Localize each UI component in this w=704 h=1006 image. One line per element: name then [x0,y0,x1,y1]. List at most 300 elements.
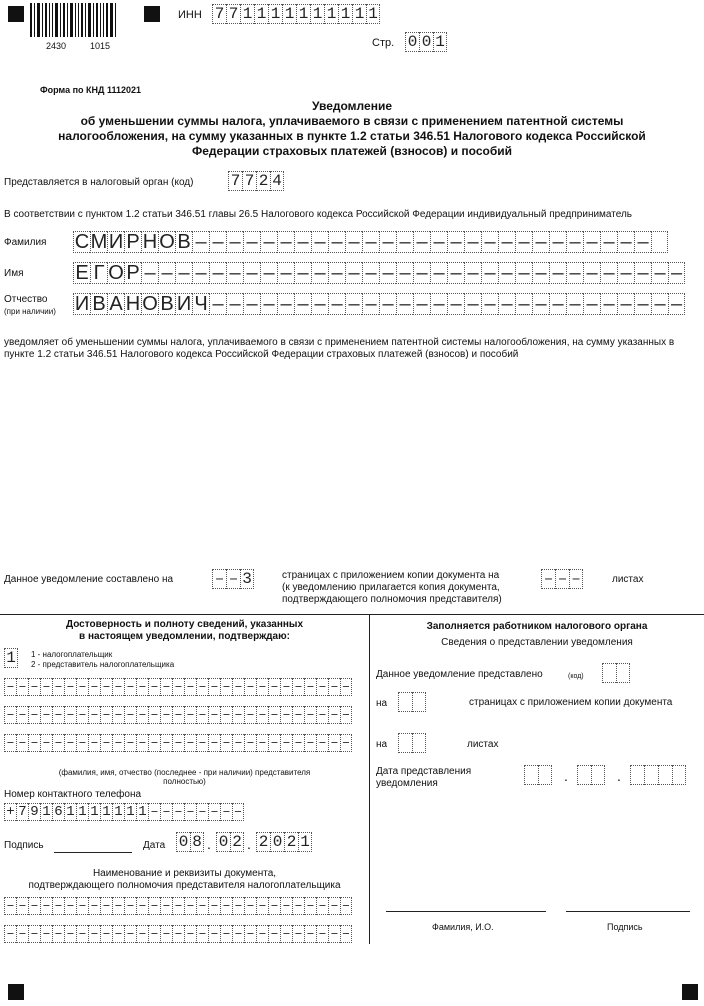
form-cell: – [244,678,256,696]
form-cell: – [341,926,351,942]
rb-date-dot-2: . [617,768,621,784]
form-cell: – [362,293,379,315]
form-cell: – [292,706,304,724]
form-cell: 1 [254,4,268,24]
form-cell: – [4,706,16,724]
form-cell: – [52,706,64,724]
pages-text-1: страницах с приложением копии документа на [282,570,500,581]
form-cell: – [447,293,464,315]
form-cell: – [112,734,124,752]
form-cell: – [141,262,158,284]
form-cell: – [64,897,76,915]
form-cell: – [192,231,209,253]
form-cell: – [192,262,209,284]
date-month-cells [216,832,244,852]
form-cell: – [430,293,447,315]
corner-marker-top-left [8,6,24,22]
form-cell: – [549,231,566,253]
form-cell: – [277,262,294,284]
page-number-cells [405,32,447,52]
form-cell: – [328,231,345,253]
date-year-cells [256,832,312,852]
form-cell: – [341,679,351,695]
on-label-1: на [376,698,388,709]
inn-label: ИНН [178,9,202,21]
form-cell: – [196,734,208,752]
form-cell: – [124,925,136,943]
barcode-number-left: 2430 [46,41,67,51]
patronymic-sublabel: (при наличии) [4,307,56,316]
form-cell: Р [124,262,141,284]
form-cell: – [4,678,16,696]
form-cell: – [208,925,220,943]
column-divider [369,614,370,944]
form-cell: – [232,897,244,915]
form-cell [630,765,644,785]
sheets-cells [541,569,583,589]
form-cell: – [617,231,634,253]
form-cell [577,765,591,785]
form-cell: – [316,925,328,943]
tax-authority-code-cells [228,171,284,191]
signer-type-cell [4,648,18,668]
form-cell: – [668,293,685,315]
form-cell [412,692,426,712]
form-cell: – [208,897,220,915]
form-cell: – [28,678,40,696]
form-cell: С [74,230,90,253]
rb-date-label-1: Дата представления [376,766,472,777]
form-cell: – [304,678,316,696]
document-row-2 [4,925,352,943]
form-cell: – [268,678,280,696]
form-cell: 7 [226,4,240,24]
intro-text: В соответствии с пунктом 1.2 статьи 346.51 главы 26.5 Налогового кодекса Российской Федерации индивидуальный предприниматель [4,209,633,220]
form-cell: – [634,262,651,284]
form-cell: – [76,734,88,752]
form-cell: – [175,262,192,284]
form-cell: 2 [230,832,244,852]
form-cell: – [481,231,498,253]
rb-date-label-2: уведомления [376,778,438,789]
form-cell: – [304,734,316,752]
form-cell: Г [90,262,107,284]
form-cell: – [447,262,464,284]
form-cell: – [160,706,172,724]
form-cell: 9 [28,803,40,821]
form-cell: – [52,925,64,943]
form-cell: – [292,678,304,696]
form-cell: – [555,569,569,589]
form-cell: – [124,897,136,915]
form-cell: – [311,231,328,253]
form-cell: 4 [270,171,284,191]
form-cell: – [292,897,304,915]
form-cell: Н [125,292,141,315]
form-cell: – [209,262,226,284]
form-cell: – [430,262,447,284]
form-cell: – [668,262,685,284]
form-cell: – [88,925,100,943]
form-cell: 1 [40,803,52,821]
form-cell: В [175,231,192,253]
form-cell: М [90,230,108,253]
form-cell: – [100,706,112,724]
form-cell: 1 [76,803,88,821]
form-cell: – [28,897,40,915]
surname-label: Фамилия [4,237,47,248]
form-cell: – [328,734,340,752]
form-cell: – [244,734,256,752]
form-cell [672,765,686,785]
form-cell: – [268,734,280,752]
form-cell: – [379,231,396,253]
form-cell: – [16,678,28,696]
form-cell: Ч [192,293,209,315]
form-cell: – [232,925,244,943]
pages-text-3: подтверждающего полномочия представителя) [282,594,502,605]
official-signature-label: Подпись [607,922,643,932]
submitted-label: Данное уведомление представлено [376,669,543,680]
form-cell: – [88,706,100,724]
form-cell: – [64,678,76,696]
form-cell: 1 [352,4,366,24]
inn-cells [212,4,380,24]
surname-cells [73,231,668,253]
form-cell: – [196,678,208,696]
form-cell: – [498,231,515,253]
form-cell: – [184,925,196,943]
form-cell: – [148,897,160,915]
form-cell: – [566,231,583,253]
form-cell: – [413,293,430,315]
title-line-4: Федерации страховых платежей (взносов) и пособий [191,144,512,158]
form-cell: – [541,569,555,589]
form-cell: – [316,734,328,752]
form-cell: – [481,293,498,315]
form-cell: – [136,734,148,752]
form-cell: – [136,925,148,943]
signature-line [54,852,132,853]
submission-date-month-cells [577,765,605,785]
form-cell: – [280,897,292,915]
form-cell: – [4,734,16,752]
doc-caption-2: подтверждающего полномочия представителя налогоплательщика [28,880,341,891]
section-divider [0,614,704,615]
form-cell: – [464,262,481,284]
form-cell: – [277,231,294,253]
form-cell: – [311,293,328,315]
form-cell: – [184,734,196,752]
form-cell: – [76,897,88,915]
notify-text: уведомляет об уменьшении суммы налога, уплачиваемого в связи с применением патентной системы налогообложения, на сумму указанных в пункте 1.2 статьи 346.51 Налогового кодекса Российской Федерации страховых платежей (взносов) и пособий [4,337,675,360]
form-cell: – [64,706,76,724]
form-cell: – [136,706,148,724]
form-cell: – [481,262,498,284]
form-cell: – [256,897,268,915]
form-cell: – [566,293,583,315]
pages-cells [212,569,254,589]
form-cell: – [549,262,566,284]
form-cell: – [294,231,311,253]
form-cell: – [280,706,292,724]
form-cell: – [124,706,136,724]
form-cell: – [304,897,316,915]
name-label: Имя [4,268,24,279]
date-dot-1: . [207,836,211,852]
form-cell: – [268,925,280,943]
form-cell: 1 [112,803,124,821]
form-cell: – [160,925,172,943]
form-cell: – [304,706,316,724]
form-cell: – [220,678,232,696]
corner-marker-bottom-right [682,984,698,1000]
form-cell: 8 [190,832,204,852]
form-cell: 0 [419,32,433,52]
form-cell: И [108,230,124,253]
form-cell: 6 [52,803,64,821]
form-cell: – [148,706,160,724]
form-cell: – [600,231,617,253]
form-cell: – [220,734,232,752]
form-cell: 0 [405,32,419,52]
form-cell: – [243,293,260,315]
form-cell: – [226,293,243,315]
form-cell: – [64,925,76,943]
form-cell: Р [124,231,141,253]
form-cell: – [220,897,232,915]
form-cell: Е [73,262,90,284]
form-cell: – [136,897,148,915]
form-cell: 1 [64,803,76,821]
rb-pages-text: страницах с приложением копии документа [469,697,673,708]
form-cell: – [160,734,172,752]
form-cell: – [148,734,160,752]
form-cell: – [341,707,351,723]
form-cell: – [328,262,345,284]
form-cell: – [196,925,208,943]
barcode [30,3,120,37]
pages-text-2: (к уведомлению прилагается копия документа, [282,582,500,593]
form-cell: – [112,706,124,724]
form-cell: – [345,293,362,315]
form-cell: А [107,293,124,315]
form-cell: – [232,678,244,696]
form-cell: – [316,897,328,915]
form-cell: – [256,734,268,752]
form-cell: 1 [240,4,254,24]
form-cell: – [232,734,244,752]
right-heading: Заполняется работником налогового органа [426,621,648,632]
form-cell: – [328,925,340,943]
form-cell: – [52,734,64,752]
form-cell: – [4,897,16,915]
form-cell: – [172,734,184,752]
document-row-1 [4,897,352,915]
form-cell: – [100,678,112,696]
form-cell: – [413,231,430,253]
form-cell: – [600,293,617,315]
form-cell: 1 [100,803,112,821]
form-cell: – [515,293,532,315]
date-label: Дата [143,840,166,851]
pages-label: Данное уведомление составлено на [4,574,174,585]
form-cell: О [108,261,124,284]
form-cell: 1 [136,803,148,821]
form-cell: – [244,925,256,943]
form-cell: – [209,293,226,315]
form-cell: – [160,678,172,696]
form-cell: – [100,734,112,752]
form-cell: – [172,803,184,821]
form-cell: 7 [212,4,226,24]
form-cell: – [260,231,277,253]
form-cell: – [268,897,280,915]
form-cell: – [112,925,124,943]
barcode-number-right: 1015 [90,41,111,51]
form-cell [398,692,412,712]
form-cell: – [316,678,328,696]
signer-option-2: 2 - представитель налогоплательщика [31,660,175,669]
form-cell: – [40,706,52,724]
form-cell: – [292,925,304,943]
form-cell: – [184,803,196,821]
form-cell: – [40,897,52,915]
form-cell: – [498,262,515,284]
form-cell [616,663,630,683]
form-cell: – [304,925,316,943]
form-cell: – [583,262,600,284]
form-cell: – [464,231,481,253]
form-cell [651,231,668,253]
form-cell: 1 [4,648,18,668]
form-cell: И [176,292,192,315]
form-cell: 7 [228,171,242,191]
doc-caption-1: Наименование и реквизиты документа, [92,868,277,879]
form-cell: – [16,897,28,915]
form-cell: – [634,231,651,253]
code-label: (код) [568,673,584,680]
form-cell [658,765,672,785]
form-cell: 3 [240,569,254,589]
form-cell: 1 [88,803,100,821]
form-cell: – [220,925,232,943]
official-signature-line [566,911,690,912]
form-cell: 0 [270,832,284,852]
form-cell: – [208,803,220,821]
form-cell: – [617,262,634,284]
representative-fio-row-2 [4,706,352,724]
form-cell: – [76,706,88,724]
form-cell: – [362,231,379,253]
form-cell: – [76,925,88,943]
submission-code-cells [602,663,630,683]
form-cell [591,765,605,785]
form-cell: – [148,925,160,943]
form-cell: – [396,293,413,315]
form-cell: – [566,262,583,284]
form-cell: + [4,803,16,821]
left-heading-2: в настоящем уведомлении, подтверждаю: [79,631,290,642]
form-cell: – [112,897,124,915]
form-cell: – [184,897,196,915]
form-cell: – [294,262,311,284]
form-cell: – [280,678,292,696]
form-cell: – [292,734,304,752]
date-day-cells [176,832,204,852]
form-cell: – [311,262,328,284]
submission-date-year-cells [630,765,686,785]
form-cell: 1 [338,4,352,24]
fio-line-label: Фамилия, И.О. [432,922,494,932]
form-cell: – [172,678,184,696]
form-cell: – [4,925,16,943]
form-cell: – [233,804,243,820]
form-cell: – [341,898,351,914]
fio-caption-2: полностью) [163,777,206,786]
form-cell: – [341,735,351,751]
form-cell: – [396,262,413,284]
form-cell: – [600,262,617,284]
form-cell: О [142,292,158,315]
form-cell: – [196,897,208,915]
form-cell: – [328,706,340,724]
form-cell: – [256,706,268,724]
form-cell: – [212,569,226,589]
form-cell: 7 [16,803,28,821]
form-cell: – [232,706,244,724]
form-cell: – [196,706,208,724]
form-cell: – [243,262,260,284]
form-cell: – [184,678,196,696]
form-cell: 7 [242,171,256,191]
form-cell: 1 [324,4,338,24]
form-cell: – [40,925,52,943]
form-cell: – [447,231,464,253]
form-cell: – [498,293,515,315]
form-cell: – [208,706,220,724]
rb-date-dot-1: . [564,768,568,784]
form-cell: – [226,231,243,253]
form-cell: – [280,734,292,752]
form-cell: 2 [256,171,270,191]
form-cell: – [16,925,28,943]
form-cell: – [316,706,328,724]
title-line-1: Уведомление [311,99,392,113]
form-cell: – [52,678,64,696]
form-code: Форма по КНД 1112021 [40,85,141,95]
sheets-label: листах [612,574,644,585]
representative-fio-row-1 [4,678,352,696]
form-cell: – [160,897,172,915]
form-cell: – [160,803,172,821]
name-cells [73,262,685,284]
form-cell: – [158,262,175,284]
form-cell: – [413,262,430,284]
form-cell: – [28,706,40,724]
form-cell: – [328,293,345,315]
form-cell: – [328,678,340,696]
page-label: Стр. [372,37,395,49]
form-cell: – [88,678,100,696]
form-cell: – [379,293,396,315]
form-cell: – [226,262,243,284]
submission-sheets-cells [398,733,426,753]
form-cell: – [136,678,148,696]
form-cell: – [64,734,76,752]
phone-label: Номер контактного телефона [4,789,142,800]
form-cell: 1 [310,4,324,24]
